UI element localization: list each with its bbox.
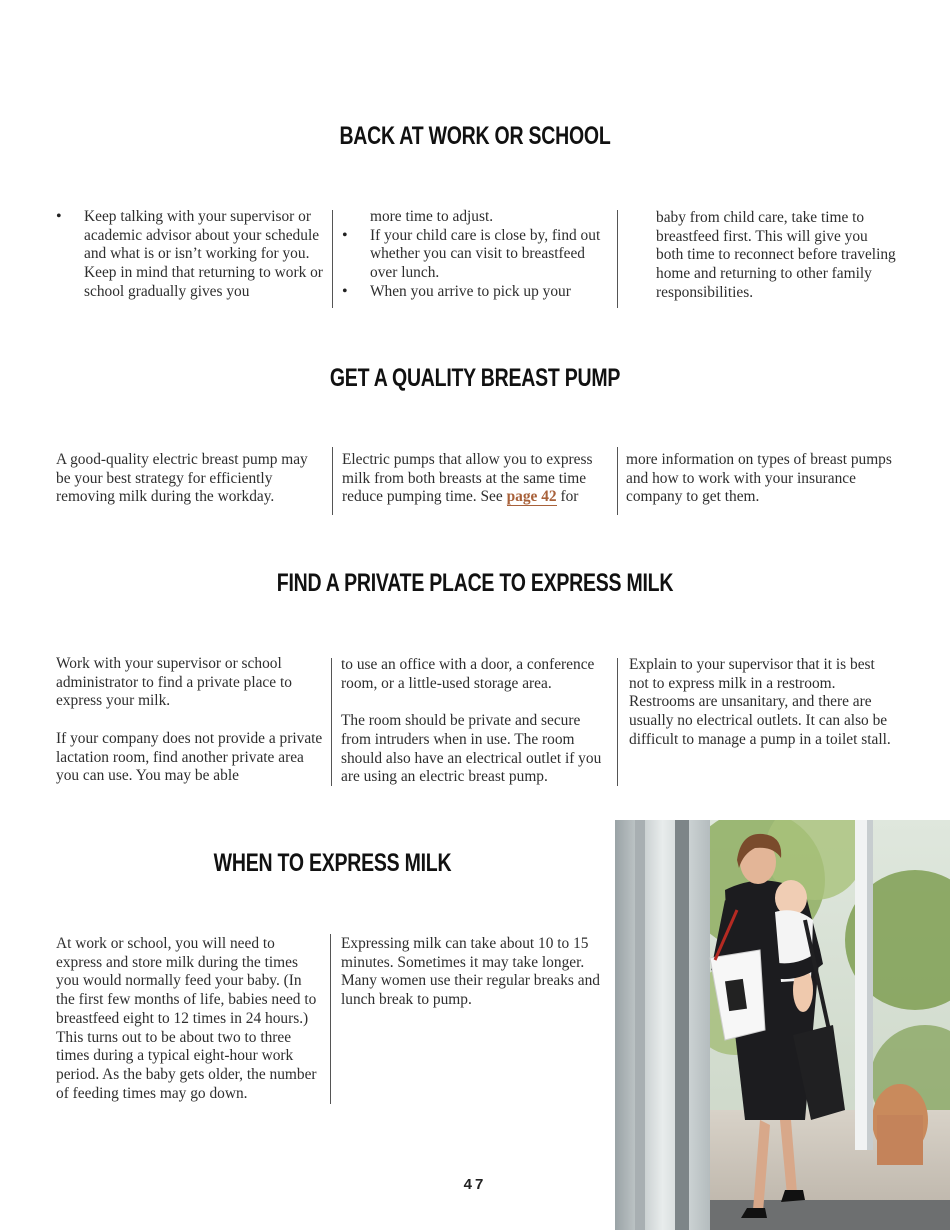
paragraph: Work with your supervisor or school administrator to find a private place to express your milk.	[56, 655, 292, 710]
paragraph: more information on types of breast pumps and how to work with your insurance company to get them.	[626, 451, 892, 506]
column-divider	[330, 934, 331, 1104]
back-at-work-col-2	[342, 208, 610, 302]
list-item: • If your child care is close by, find out whether you can visit to breastfeed over lunch.	[342, 227, 610, 283]
column-divider	[331, 658, 332, 786]
paragraph: Explain to your supervisor that it is best not to express milk in a restroom. Restrooms are unsanitary, and there are usually no electrical outlets. It can also be difficult to manage a pump in a toilet stall.	[629, 656, 891, 748]
mother-carrying-baby-photo	[615, 820, 950, 1230]
when-express-col-1	[56, 935, 322, 1103]
breast-pump-col-3	[626, 451, 894, 507]
back-at-work-col-3	[628, 209, 896, 303]
paragraph: At work or school, you will need to express and store milk during the times you would normally feed your baby. (In the first few months of life, babies need to breastfeed eight to 12 times in 24 hours.) This turns out to be about two to three times during a typical eight-hour work period. As the baby gets older, the number of feeding times may go down.	[56, 935, 317, 1102]
private-place-col-2	[341, 656, 609, 787]
private-place-col-3	[629, 656, 895, 750]
paragraph: The room should be private and secure from intruders when in use. The room should also have an electrical outlet if you are using an electric breast pump.	[341, 712, 602, 786]
list-item-continued: baby from child care, take time to breastfeed first. This will give you both time to reconnect before traveling home and returning to other family responsibilities.	[656, 209, 896, 301]
breast-pump-col-1	[56, 451, 324, 507]
column-divider	[617, 447, 618, 515]
section-heading-breast-pump: GET A QUALITY BREAST PUMP	[329, 364, 621, 392]
column-divider	[332, 210, 333, 308]
page-42-link[interactable]: page 42	[506, 488, 557, 506]
paragraph: Expressing milk can take about 10 to 15 minutes. Sometimes it may take longer. Many women use their regular breaks and lunch break to pump.	[341, 935, 600, 1009]
page-number: 47	[463, 1176, 487, 1193]
list-item: • Keep talking with your supervisor or academic advisor about your schedule and what is or isn’t working for you. Keep in mind that returning to work or school gradually gives you	[56, 208, 324, 302]
private-place-col-1	[56, 655, 326, 786]
paragraph: A good-quality electric breast pump may be your best strategy for efficiently removing milk during the workday.	[56, 451, 308, 506]
paragraph: If your company does not provide a private lactation room, find another private area you can use. You may be able	[56, 729, 323, 785]
section-heading-when-to-express: WHEN TO EXPRESS MILK	[213, 849, 452, 877]
column-divider	[617, 210, 618, 308]
paragraph: Electric pumps that allow you to express milk from both breasts at the same time reduce pumping time. See page 42 for	[342, 451, 593, 506]
when-express-col-2	[341, 935, 603, 1010]
column-divider	[332, 447, 333, 515]
section-heading-back-at-work: BACK AT WORK OR SCHOOL	[339, 122, 611, 150]
paragraph: to use an office with a door, a conference room, or a little-used storage area.	[341, 656, 595, 692]
column-divider	[617, 658, 618, 786]
back-at-work-col-1	[56, 208, 324, 302]
breast-pump-col-2	[342, 451, 608, 507]
list-item: • When you arrive to pick up your	[342, 283, 610, 302]
section-heading-private-place: FIND A PRIVATE PLACE TO EXPRESS MILK	[276, 569, 674, 597]
list-item-continued: more time to adjust.	[370, 208, 494, 225]
